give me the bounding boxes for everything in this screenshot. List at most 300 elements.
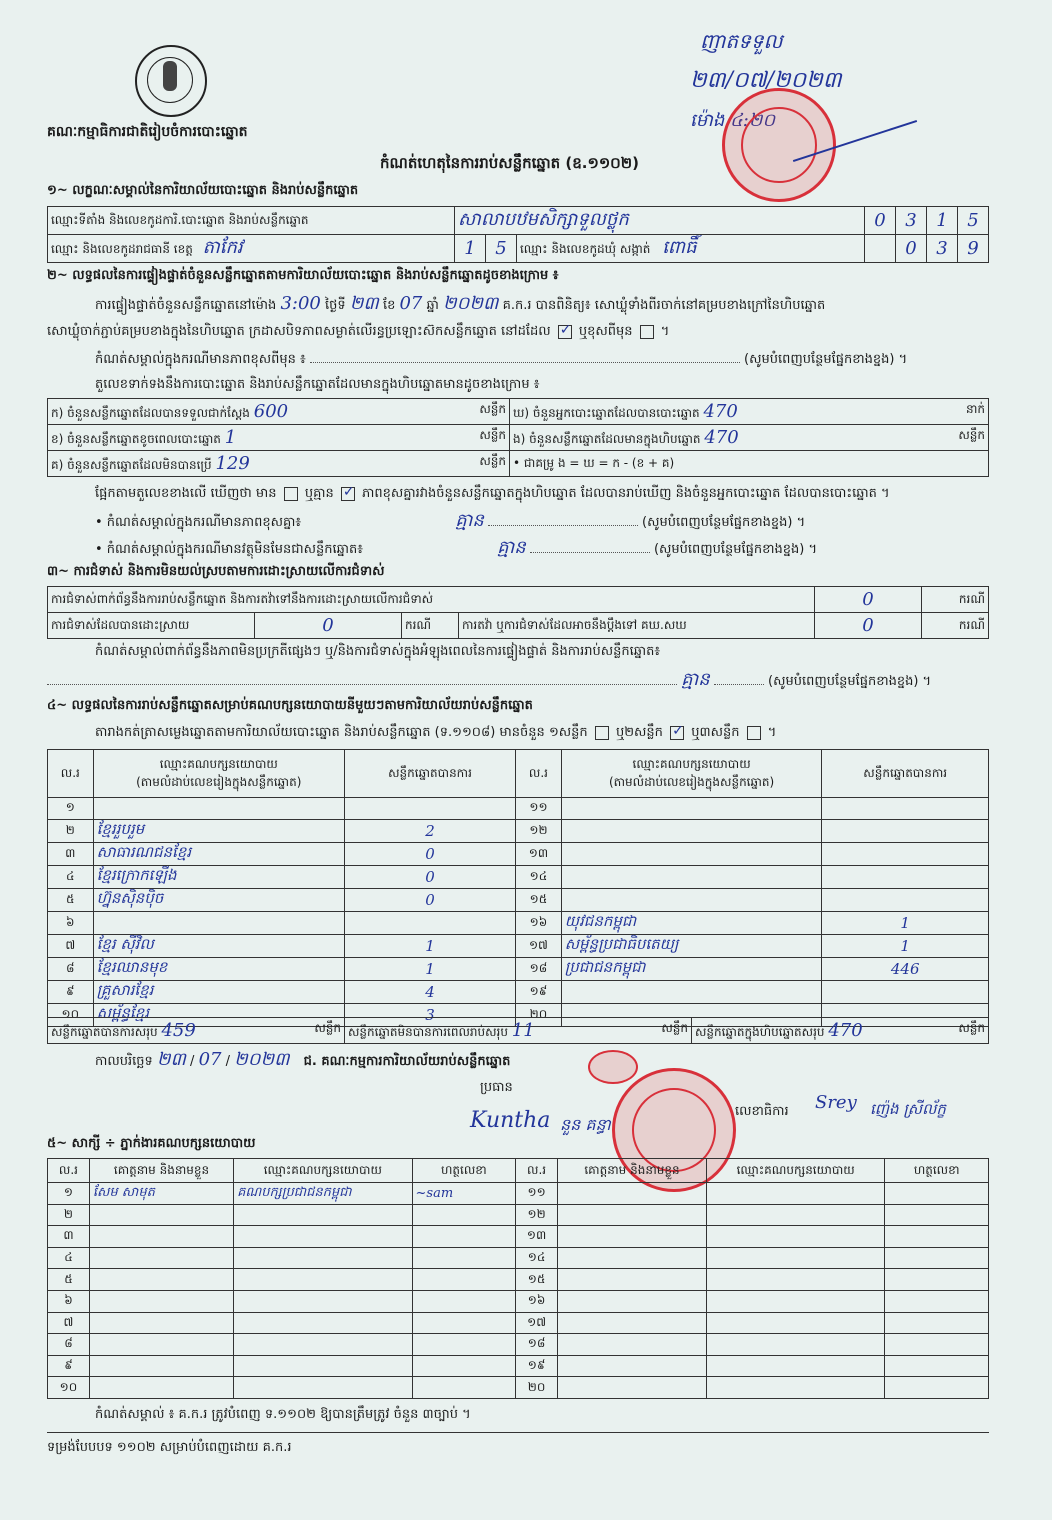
chair-signature: Kuntha <box>470 1108 551 1133</box>
station-table <box>47 206 989 263</box>
objection-table <box>47 586 989 639</box>
result-party <box>93 798 344 820</box>
result-no: ១៤ <box>516 865 562 888</box>
witness-name-right <box>558 1355 707 1377</box>
witness-no-right: ១៦ <box>516 1290 558 1312</box>
verify-line-2: សោឃ្លុំចាក់ភ្ជាប់គម្របខាងក្នុងនៃហិបឆ្នោត ក្រដាសបិទភាពសម្ងាត់លើរន្ធប្រឡោះស៊កសន្លឹកឆ្នោត នៅដដែល ✓ ឬខុសពីមុន ។ <box>47 321 670 339</box>
object-note-value: គ្មាន <box>497 537 526 558</box>
witness-party <box>234 1355 412 1377</box>
witness-party <box>234 1247 412 1269</box>
witness-no-right: ១២ <box>516 1204 558 1226</box>
province-code-0: 1 <box>455 235 486 263</box>
official-stamp-top <box>722 88 836 202</box>
result-votes <box>344 911 515 934</box>
witness-party: គណបក្សប្រជាជនកម្ពុជា <box>234 1183 412 1205</box>
witness-no: ៩ <box>48 1355 90 1377</box>
results-col-party-right <box>561 750 822 798</box>
result-party <box>561 798 822 820</box>
witness-party-right <box>706 1269 884 1291</box>
witness-no-right: ១១ <box>516 1183 558 1205</box>
witness-col-sign-right: ហត្ថលេខា <box>885 1159 989 1183</box>
witness-party <box>234 1334 412 1356</box>
date-label: កាលបរិច្ឆេទ <box>95 1054 153 1069</box>
result-votes <box>344 798 515 820</box>
result-party <box>561 819 822 842</box>
table-row <box>48 1355 989 1377</box>
commune-value: ពោធិ៍ <box>662 237 697 258</box>
result-party: ប្រជាជនកម្ពុជា <box>561 957 822 980</box>
result-no: ១៦ <box>516 911 562 934</box>
witness-col-party: ឈ្មោះគណបក្សនយោបាយ <box>234 1159 412 1183</box>
irregularity-line <box>47 669 989 690</box>
verify-day-label: ថ្ងៃទី <box>325 298 346 313</box>
witness-no: ១ <box>48 1183 90 1205</box>
witness-sign <box>412 1226 516 1248</box>
result-votes <box>822 798 989 820</box>
result-votes: 1 <box>344 934 515 957</box>
total-invalid-value: 11 <box>511 1019 535 1041</box>
witness-name <box>89 1290 233 1312</box>
object-note-hint: (សូមបំពេញបន្ថែមផ្នែកខាងខ្នង) ។ <box>653 542 818 557</box>
commune-label: ឈ្មោះ និងលេខកូដឃុំ សង្កាត់ <box>520 242 651 256</box>
total-invalid-label: សន្លឹកឆ្នោតមិនបានការពេលរាប់សរុប <box>348 1024 508 1039</box>
witness-no-right: ១៨ <box>516 1334 558 1356</box>
witness-party-right <box>706 1334 884 1356</box>
table-row <box>48 980 989 1003</box>
result-party: គ្រួសារខ្មែរ <box>93 980 344 1003</box>
table-row <box>48 1226 989 1248</box>
result-votes: 1 <box>822 934 989 957</box>
result-party <box>561 980 822 1003</box>
formula-label: • ជាគម្រូ ង = ឃ = ក - (ខ + គ) <box>513 455 675 470</box>
witness-name <box>89 1334 233 1356</box>
result-votes: 0 <box>344 842 515 865</box>
changed-label: ឬខុសពីមុន <box>578 324 633 339</box>
witness-name <box>89 1312 233 1334</box>
witness-name <box>89 1247 233 1269</box>
witness-sign-right <box>885 1204 989 1226</box>
result-no: ១៨ <box>516 957 562 980</box>
witness-party <box>234 1377 412 1399</box>
province-label: ឈ្មោះ និងលេខកូដរាជធានី ខេត្ត <box>51 242 193 256</box>
irregularity-note: កំណត់សម្គាល់ពាក់ព័ន្ធនឹងភាពមិនប្រក្រតីផ្សេងៗ ឬ/និងការជំទាស់ក្នុងអំឡុងពេលនៃការផ្ទៀងផ្ទាត់ និងការរាប់សន្លឹកឆ្នោត៖ <box>95 644 661 659</box>
results-col-no: ល.រ <box>48 750 94 798</box>
two-sheet-label: ឬ២សន្លឹក <box>615 725 663 740</box>
voters-label: ឃ) ចំនួនអ្នកបោះឆ្នោតដែលបានបោះឆ្នោត <box>513 405 700 420</box>
witness-sign <box>412 1377 516 1399</box>
witness-name <box>89 1204 233 1226</box>
witness-name: សែម សាមុត <box>89 1183 233 1205</box>
witness-party <box>234 1312 412 1334</box>
objection-row2a-label: ការជំទាស់ដែលបានដោះស្រាយ <box>48 613 255 639</box>
object-note <box>95 537 818 558</box>
results-col-party <box>93 750 344 798</box>
station-code-1: 3 <box>896 207 927 235</box>
commune-code-1: 3 <box>927 235 958 263</box>
figures-intro: តួលេខទាក់ទងនឹងការបោះឆ្នោត និងរាប់សន្លឹកឆ្នោតដែលមានក្នុងហិបឆ្នោតមានដូចខាងក្រោម ៖ <box>95 377 540 392</box>
change-note-label: កំណត់សម្គាល់ក្នុងករណីមានភាពខុសពីមុន ៖ <box>95 352 306 367</box>
commune-code-2: 9 <box>958 235 989 263</box>
witness-party-right <box>706 1183 884 1205</box>
result-votes: 4 <box>344 980 515 1003</box>
date-day: ២៣ <box>156 1049 186 1070</box>
received-ballots-unit: សន្លឹក <box>479 401 506 416</box>
witness-no-right: ១៧ <box>516 1312 558 1334</box>
verify-day: ២៣ <box>349 293 379 314</box>
station-code-2: 1 <box>927 207 958 235</box>
result-no: ៦ <box>48 911 94 934</box>
table-row <box>48 1204 989 1226</box>
one-sheet-checkbox[interactable] <box>595 726 609 740</box>
table-row <box>48 1269 989 1291</box>
section3-title: ៣~ ការជំទាស់ និងការមិនយល់ស្របតាមការដោះស្រាយលើការជំទាស់ <box>47 564 385 579</box>
witness-no: ៥ <box>48 1269 90 1291</box>
results-col-party-right-label: ឈ្មោះគណបក្សនយោបាយ <box>632 756 751 771</box>
result-votes <box>822 842 989 865</box>
compare-none-label: ឬគ្មាន <box>304 486 334 501</box>
province-code-1: 5 <box>486 235 517 263</box>
result-no: ១៣ <box>516 842 562 865</box>
box-ballots-unit: សន្លឹក <box>958 427 985 442</box>
verify-year-label: ឆ្នាំ <box>426 298 439 313</box>
compare-rest: ភាពខុសគ្នារវាងចំនួនសន្លឹកឆ្នោតក្នុងហិបឆ្នោត ដែលបានរាប់ឃើញ និងចំនួនអ្នកបោះឆ្នោត ដែលបានបោះឆ្នោត ។ <box>362 486 890 501</box>
witness-no: ៣ <box>48 1226 90 1248</box>
results-col-party-label: ឈ្មោះគណបក្សនយោបាយ <box>159 756 278 771</box>
result-no: ១១ <box>516 798 562 820</box>
result-no: ៩ <box>48 980 94 1003</box>
witness-col-party-right: ឈ្មោះគណបក្សនយោបាយ <box>706 1159 884 1183</box>
witness-name-right <box>558 1290 707 1312</box>
table-row <box>48 1334 989 1356</box>
objection-row2a-value: 0 <box>255 613 402 639</box>
total-box-label: សន្លឹកឆ្នោតក្នុងហិបឆ្នោតសរុប <box>695 1024 825 1039</box>
table-row <box>48 1183 989 1205</box>
diff-note-value: គ្មាន <box>455 510 484 531</box>
witness-sign-right <box>885 1334 989 1356</box>
date-line: កាលបរិច្ឆេទ ២៣ / 07 / ២០២៣ ជ. គណៈកម្មការការិយាល័យរាប់សន្លឹកឆ្នោត <box>95 1049 511 1070</box>
witness-sign-right <box>885 1312 989 1334</box>
verify-time-label: ការផ្ទៀងផ្ទាត់ចំនួនសន្លឹកឆ្នោតនៅម៉ោង <box>95 298 277 313</box>
form-code: ទម្រង់បែបបទ ១១០២ សម្រាប់បំពេញដោយ គ.ក.រ <box>47 1440 292 1455</box>
result-votes: 0 <box>344 888 515 911</box>
chair-label: ប្រធាន <box>480 1080 513 1095</box>
result-party: ខ្មែរ ស៊ីវិល <box>93 934 344 957</box>
compare-has-label: ផ្អែកតាមតួលេខខាងលើ ឃើញថា មាន <box>95 486 277 501</box>
totals-table <box>47 1017 989 1044</box>
result-votes <box>822 980 989 1003</box>
spoiled-ballots-label: ខ) ចំនួនសន្លឹកឆ្នោតខូចពេលបោះឆ្នោត <box>51 431 221 446</box>
table-row <box>48 1377 989 1399</box>
witness-party <box>234 1204 412 1226</box>
result-no: ៨ <box>48 957 94 980</box>
result-party: ខ្មែរក្រោកឡើង <box>93 865 344 888</box>
witness-sign-right <box>885 1290 989 1312</box>
total-box-unit: សន្លឹក <box>958 1020 985 1035</box>
witness-no: ៦ <box>48 1290 90 1312</box>
same-checkbox[interactable]: ✓ <box>559 321 572 338</box>
diff-note <box>95 510 806 531</box>
result-votes <box>822 819 989 842</box>
verify-line-2-text: សោឃ្លុំចាក់ភ្ជាប់គម្របខាងក្នុងនៃហិបឆ្នោត ក្រដាសបិទភាពសម្ងាត់លើរន្ធប្រឡោះស៊កសន្លឹកឆ្នោត នៅដដែល <box>47 324 551 339</box>
table-row <box>48 842 989 865</box>
received-date: ២៣/០៧/២០២៣ <box>690 68 842 93</box>
verify-line-1 <box>95 293 826 314</box>
witness-name-right <box>558 1377 707 1399</box>
section5-title: ៥~ សាក្សី ÷ ភ្នាក់ងារគណបក្សនយោបាយ <box>47 1136 256 1151</box>
result-no: ៥ <box>48 888 94 911</box>
figures-table <box>47 398 989 477</box>
result-votes: 0 <box>344 865 515 888</box>
objection-row1-label: ការជំទាស់ពាក់ព័ន្ធនឹងការរាប់សន្លឹកឆ្នោត និងការតវ៉ាទៅនឹងការដោះស្រាយលើការជំទាស់ <box>48 587 815 613</box>
result-party: យុវជនកម្ពុជា <box>561 911 822 934</box>
voters-unit: នាក់ <box>965 401 985 416</box>
table-row <box>48 957 989 980</box>
form-title: កំណត់ហេតុនៃការរាប់សន្លឹកឆ្នោត (ឧ.១១០២) <box>380 154 640 172</box>
witness-no-right: ១៩ <box>516 1355 558 1377</box>
table-row <box>48 1247 989 1269</box>
table-row <box>48 1290 989 1312</box>
three-sheet-checkbox[interactable] <box>747 726 761 740</box>
witness-sign-right <box>885 1183 989 1205</box>
table-row <box>48 934 989 957</box>
witness-name <box>89 1226 233 1248</box>
province-value: តាកែវ <box>202 237 243 258</box>
date-month: 07 <box>198 1049 222 1070</box>
table-row <box>48 798 989 820</box>
witness-col-no: ល.រ <box>48 1159 90 1183</box>
unused-ballots-unit: សន្លឹក <box>479 453 506 468</box>
witness-name-right <box>558 1204 707 1226</box>
result-no: ២ <box>48 819 94 842</box>
witness-party-right <box>706 1312 884 1334</box>
table-row <box>48 911 989 934</box>
witness-col-name-right: គោត្តនាម និងនាមខ្លួន <box>558 1159 707 1183</box>
witness-party-right <box>706 1247 884 1269</box>
object-note-label: • កំណត់សម្គាល់ក្នុងករណីមានវត្ថុមិនមែនជាសន្លឹកឆ្នោត៖ <box>95 542 363 557</box>
witness-party-right <box>706 1204 884 1226</box>
verify-text: គ.ក.រ បានពិនិត្យ៖ សោឃ្លុំទាំងពីរចាក់នៅគម្របខាងក្រៅនៃហិបឆ្នោត <box>502 298 826 313</box>
secretary-name: ញ៉េង ស្រីល័ក្ខ <box>870 1100 946 1118</box>
table-row <box>48 888 989 911</box>
received-time: ម៉ោង ៤:២០ <box>690 110 776 131</box>
witness-no-right: ១៣ <box>516 1226 558 1248</box>
nec-logo-icon <box>135 45 207 117</box>
witness-no: ១០ <box>48 1377 90 1399</box>
received-ballots-label: ក) ចំនួនសន្លឹកឆ្នោតដែលបានទទួលជាក់ស្តែង <box>51 405 250 420</box>
table-row <box>48 819 989 842</box>
result-votes <box>822 865 989 888</box>
witness-sign-right <box>885 1247 989 1269</box>
secretary-label: លេខាធិការ <box>735 1104 789 1119</box>
irregularity-value: គ្មាន <box>681 669 710 690</box>
result-no: ១២ <box>516 819 562 842</box>
total-valid-value: 459 <box>161 1019 196 1041</box>
table-row <box>48 865 989 888</box>
witness-no: ២ <box>48 1204 90 1226</box>
footer-divider <box>47 1432 989 1433</box>
witness-name-right <box>558 1183 707 1205</box>
results-table <box>47 749 989 1027</box>
witness-name-right <box>558 1312 707 1334</box>
changed-checkbox[interactable] <box>640 325 654 339</box>
objection-row1-unit: ករណី <box>922 587 989 613</box>
witness-col-sign: ហត្ថលេខា <box>412 1159 516 1183</box>
witness-sign <box>412 1334 516 1356</box>
committee-label: ជ. គណៈកម្មការការិយាល័យរាប់សន្លឹកឆ្នោត <box>303 1054 511 1069</box>
box-ballots-label: ង) ចំនួនសន្លឹកឆ្នោតដែលមានក្នុងហិបឆ្នោត <box>513 431 701 446</box>
witness-party <box>234 1269 412 1291</box>
witness-sign <box>412 1312 516 1334</box>
witness-sign: ~sam <box>412 1183 516 1205</box>
station-label: ឈ្មោះទីតាំង និងលេខកូដការិ.បោះឆ្នោត និងរាប់សន្លឹកឆ្នោត <box>48 207 455 235</box>
witness-party-right <box>706 1377 884 1399</box>
official-stamp-small <box>588 1050 638 1084</box>
witness-sign <box>412 1355 516 1377</box>
witness-sign-right <box>885 1226 989 1248</box>
witness-sign-right <box>885 1377 989 1399</box>
result-no: ២០ <box>516 1003 562 1026</box>
results-col-party-right-sub: (តាមលំដាប់លេខរៀងក្នុងសន្លឹកឆ្នោត) <box>608 774 775 789</box>
station-code-0: 0 <box>865 207 896 235</box>
total-valid-unit: សន្លឹក <box>314 1020 341 1035</box>
box-ballots-value: 470 <box>704 426 739 448</box>
results-col-votes: សន្លឹកឆ្នោតបានការ <box>344 750 515 798</box>
has-diff-checkbox[interactable] <box>284 487 298 501</box>
witness-sign <box>412 1290 516 1312</box>
result-party: ខ្មែររួបរួម <box>93 819 344 842</box>
result-no: ១០ <box>48 1003 94 1026</box>
results-col-party-sub: (តាមលំដាប់លេខរៀងក្នុងសន្លឹកឆ្នោត) <box>136 774 302 789</box>
witness-party <box>234 1226 412 1248</box>
station-code-3: 5 <box>958 207 989 235</box>
result-party <box>561 888 822 911</box>
witness-no-right: ១៥ <box>516 1269 558 1291</box>
objection-row1-value: 0 <box>815 587 922 613</box>
result-party: ហ្វ៊ុនស៊ិនប៉ិច <box>93 888 344 911</box>
result-party: សម្ព័ន្ធប្រជាធិបតេយ្យ <box>561 934 822 957</box>
total-invalid-unit: សន្លឹក <box>661 1020 688 1035</box>
objection-row2b-value: 0 <box>815 613 922 639</box>
result-votes <box>822 888 989 911</box>
witness-sign <box>412 1204 516 1226</box>
witness-sign <box>412 1247 516 1269</box>
verify-month-label: ខែ <box>382 298 396 313</box>
irregularity-hint: (សូមបំពេញបន្ថែមផ្នែកខាងខ្នង) ។ <box>768 674 932 689</box>
witness-col-name: គោត្តនាម និងនាមខ្លួន <box>89 1159 233 1183</box>
witness-name-right <box>558 1269 707 1291</box>
result-votes: 1 <box>822 911 989 934</box>
result-no: ៣ <box>48 842 94 865</box>
result-votes: 2 <box>344 819 515 842</box>
witness-no: ៤ <box>48 1247 90 1269</box>
witness-name <box>89 1377 233 1399</box>
witness-col-no-right: ល.រ <box>516 1159 558 1183</box>
result-no: ១៥ <box>516 888 562 911</box>
spoiled-ballots-unit: សន្លឹក <box>479 427 506 442</box>
witness-party <box>234 1290 412 1312</box>
result-no: ៤ <box>48 865 94 888</box>
result-no: ១៧ <box>516 934 562 957</box>
date-year: ២០២៣ <box>234 1049 290 1070</box>
witness-no: ៧ <box>48 1312 90 1334</box>
witness-party-right <box>706 1355 884 1377</box>
sheet-count-label: តារាងកត់ត្រាសម្លេងឆ្នោតតាមការិយាល័យបោះឆ្នោត និងរាប់សន្លឹកឆ្នោត (ទ.១១០៨) មានចំនួន ១សន្លឹក <box>95 725 588 740</box>
results-col-no-right: ល.រ <box>516 750 562 798</box>
change-note <box>95 352 907 368</box>
footer-note: កំណត់សម្គាល់ ៖ គ.ក.រ ត្រូវបំពេញ ទ.១១០២ ឱ្យបានត្រឹមត្រូវ ចំនួន ៣ច្បាប់ ។ <box>95 1407 471 1422</box>
result-party: សម្ព័ន្ធខ្មែរ <box>93 1003 344 1026</box>
result-party: សាធារណជនខ្មែរ <box>93 842 344 865</box>
result-party: ខ្មែរឈានមុខ <box>93 957 344 980</box>
result-party <box>561 865 822 888</box>
secretary-signature: Srey <box>815 1092 857 1113</box>
chair-name: នួន គន្ធា <box>560 1115 611 1134</box>
result-votes: 3 <box>344 1003 515 1026</box>
witness-table <box>47 1158 989 1399</box>
unused-ballots-value: 129 <box>215 452 250 474</box>
section4-title: ៤~ លទ្ធផលនៃការរាប់សន្លឹកឆ្នោតសម្រាប់គណបក្សនយោបាយនីមួយៗតាមការិយាល័យរាប់សន្លឹកឆ្នោត <box>47 698 533 713</box>
table-row <box>48 1312 989 1334</box>
verify-year: ២០២៣ <box>443 293 499 314</box>
result-votes: 446 <box>822 957 989 980</box>
compare-line <box>95 483 890 502</box>
verify-time: 3:00 <box>280 293 321 314</box>
diff-note-label: • កំណត់សម្គាល់ក្នុងករណីមានភាពខុសគ្នា៖ <box>95 515 302 530</box>
verify-month: 07 <box>399 293 423 314</box>
unused-ballots-label: គ) ចំនួនសន្លឹកឆ្នោតដែលមិនបានប្រើ <box>51 457 212 472</box>
total-box-value: 470 <box>828 1019 863 1041</box>
voters-value: 470 <box>703 400 738 422</box>
objection-row2a-unit: ករណី <box>402 613 459 639</box>
objection-row2b-unit: ករណី <box>922 613 989 639</box>
witness-party-right <box>706 1290 884 1312</box>
no-diff-checkbox[interactable]: ✓ <box>342 483 355 500</box>
two-sheet-checkbox[interactable]: ✓ <box>672 722 684 739</box>
change-note-hint: (សូមបំពេញបន្ថែមផ្នែកខាងខ្នង) ។ <box>744 352 908 367</box>
result-no: ៧ <box>48 934 94 957</box>
witness-party-right <box>706 1226 884 1248</box>
total-valid-label: សន្លឹកឆ្នោតបានការសរុប <box>51 1024 158 1039</box>
received-ballots-value: 600 <box>253 400 289 422</box>
witness-name <box>89 1269 233 1291</box>
witness-sign <box>412 1269 516 1291</box>
org-name: គណៈកម្មាធិការជាតិរៀបចំការបោះឆ្នោត <box>47 124 248 140</box>
witness-name <box>89 1355 233 1377</box>
spoiled-ballots-value: 1 <box>224 426 237 448</box>
witness-sign-right <box>885 1269 989 1291</box>
three-sheet-label: ឬ៣សន្លឹក <box>691 725 740 740</box>
objection-row2b-label: ការតវ៉ា ឬការជំទាស់ដែលអាចនឹងប្តឹងទៅ គឃ.សឃ <box>459 613 815 639</box>
result-votes: 1 <box>344 957 515 980</box>
witness-name-right <box>558 1334 707 1356</box>
result-no: ១៩ <box>516 980 562 1003</box>
witness-no: ៨ <box>48 1334 90 1356</box>
commune-code-0: 0 <box>896 235 927 263</box>
result-party <box>93 911 344 934</box>
witness-sign-right <box>885 1355 989 1377</box>
witness-name-right <box>558 1226 707 1248</box>
witness-no-right: ១៤ <box>516 1247 558 1269</box>
section1-title: ១~ លក្ខណៈសម្គាល់នៃការិយាល័យបោះឆ្នោត និងរាប់សន្លឹកឆ្នោត <box>47 183 359 198</box>
witness-no-right: ២០ <box>516 1377 558 1399</box>
result-no: ១ <box>48 798 94 820</box>
received-note: ញាតទទួល <box>700 29 783 53</box>
section2-title: ២~ លទ្ធផលនៃការផ្ទៀងផ្ទាត់ចំនួនសន្លឹកឆ្នោតតាមការិយាល័យបោះឆ្នោត និងរាប់សន្លឹកឆ្នោតដូចខាងក្រោម ៖ <box>47 268 559 283</box>
sheet-count-line: តារាងកត់ត្រាសម្លេងឆ្នោតតាមការិយាល័យបោះឆ្នោត និងរាប់សន្លឹកឆ្នោត (ទ.១១០៨) មានចំនួន ១សន្លឹក ឬ២សន្លឹក ✓ ឬ៣សន្លឹក ។ <box>95 722 777 740</box>
station-value: សាលាបឋមសិក្សាទួលថ្លុក <box>458 209 629 230</box>
results-col-votes-right: សន្លឹកឆ្នោតបានការ <box>822 750 989 798</box>
witness-name-right <box>558 1247 707 1269</box>
